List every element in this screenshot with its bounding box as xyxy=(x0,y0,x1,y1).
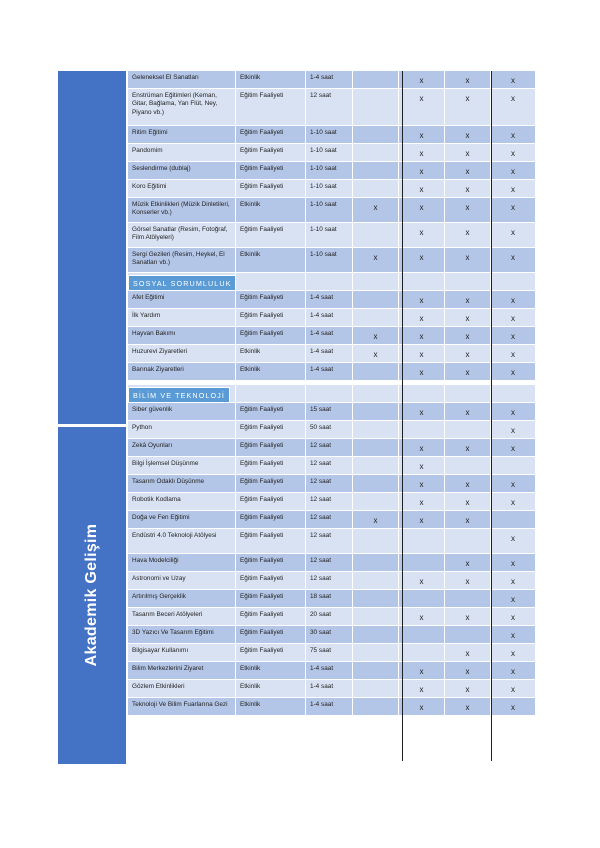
mark-cell xyxy=(353,180,399,197)
empty-cell xyxy=(353,385,399,402)
mark-cell: x xyxy=(399,126,445,143)
mark-cell: x xyxy=(399,608,445,625)
empty-cell xyxy=(353,273,399,290)
mark-cell: x xyxy=(445,644,491,661)
mark-cell: x xyxy=(445,403,491,420)
empty-cell xyxy=(236,385,306,402)
activity-type: Eğitim Faaliyeti xyxy=(236,457,306,474)
mark-cell: x xyxy=(511,534,515,543)
activity-type: Etkinlik xyxy=(236,198,306,222)
table-row xyxy=(128,590,535,608)
mark-cell: x xyxy=(511,498,515,507)
mark-cell xyxy=(353,89,399,125)
mark-cell xyxy=(353,529,399,553)
activity-type: Eğitim Faaliyeti xyxy=(236,590,306,607)
column-divider xyxy=(402,71,403,761)
mark-cell xyxy=(353,223,399,247)
activity-duration: 1-4 saat xyxy=(306,345,353,362)
activity-name: Afet Eğitimi xyxy=(128,291,236,308)
activity-duration: 1-4 saat xyxy=(306,71,353,88)
table-row xyxy=(128,626,535,644)
activity-type: Eğitim Faaliyeti xyxy=(236,644,306,661)
activity-type: Eğitim Faaliyeti xyxy=(236,608,306,625)
activity-type: Eğitim Faaliyeti xyxy=(236,511,306,528)
table-row xyxy=(128,144,535,162)
mark-cell: x xyxy=(445,475,491,492)
mark-cell xyxy=(353,439,399,456)
activity-duration: 12 saat xyxy=(306,554,353,571)
section-header: BİLİM VE TEKNOLOJİ xyxy=(128,387,230,402)
activity-duration: 12 saat xyxy=(306,511,353,528)
mark-cell: x xyxy=(445,439,491,456)
activity-type: Eğitim Faaliyeti xyxy=(236,626,306,643)
mark-cell xyxy=(353,144,399,161)
mark-cell xyxy=(353,71,399,88)
mark-cell xyxy=(353,554,399,571)
mark-cell xyxy=(445,421,491,438)
table-row xyxy=(128,439,535,457)
activity-duration: 12 saat xyxy=(306,475,353,492)
activity-type: Eğitim Faaliyeti xyxy=(236,529,306,553)
table-row xyxy=(128,180,535,198)
activity-name: Siber güvenlik xyxy=(128,403,236,420)
mark-cell: x xyxy=(511,667,515,676)
mark-cell: x xyxy=(399,680,445,697)
mark-cell: x xyxy=(399,223,445,247)
table-row xyxy=(128,680,535,698)
activity-duration: 1-4 saat xyxy=(306,309,353,326)
mark-cell: x xyxy=(399,198,445,222)
section-header: SOSYAL SORUMLULUK xyxy=(128,275,236,290)
mark-cell xyxy=(399,529,445,553)
mark-cell: x xyxy=(445,223,491,247)
activity-type: Etkinlik xyxy=(236,345,306,362)
mark-cell xyxy=(353,309,399,326)
mark-cell: x xyxy=(445,511,491,528)
activity-duration: 30 saat xyxy=(306,626,353,643)
activity-type: Eğitim Faaliyeti xyxy=(236,493,306,510)
section-header-cell xyxy=(128,385,236,402)
table-row xyxy=(128,662,535,680)
mark-cell: x xyxy=(511,350,515,359)
table-row xyxy=(128,363,535,381)
mark-cell xyxy=(399,590,445,607)
empty-cell xyxy=(399,273,445,290)
mark-cell: x xyxy=(445,180,491,197)
activity-type: Eğitim Faaliyeti xyxy=(236,291,306,308)
table-row xyxy=(128,309,535,327)
mark-cell: x xyxy=(353,345,399,362)
activity-name: Bilgi İşlemsel Düşünme xyxy=(128,457,236,474)
mark-cell: x xyxy=(445,291,491,308)
activity-name: Python xyxy=(128,421,236,438)
activity-type: Etkinlik xyxy=(236,680,306,697)
mark-cell: x xyxy=(353,327,399,344)
mark-cell: x xyxy=(445,572,491,589)
mark-cell: x xyxy=(511,685,515,694)
table-row xyxy=(128,126,535,144)
activity-name: Tasarım Odaklı Düşünme xyxy=(128,475,236,492)
table-row xyxy=(128,475,535,493)
empty-cell xyxy=(306,385,353,402)
activity-duration: 1-10 saat xyxy=(306,223,353,247)
mark-cell: x xyxy=(445,608,491,625)
activity-type: Eğitim Faaliyeti xyxy=(236,572,306,589)
activity-duration: 18 saat xyxy=(306,590,353,607)
mark-cell: x xyxy=(511,185,515,194)
activity-name: Bilim Merkezlerini Ziyaret xyxy=(128,662,236,679)
table-row xyxy=(128,248,535,273)
column-divider xyxy=(491,71,492,761)
activity-duration: 1-4 saat xyxy=(306,291,353,308)
table-row xyxy=(128,345,535,363)
mark-cell xyxy=(399,554,445,571)
mark-cell: x xyxy=(445,162,491,179)
mark-cell: x xyxy=(511,253,515,262)
mark-cell: x xyxy=(399,89,445,125)
mark-cell xyxy=(353,363,399,380)
activity-type: Eğitim Faaliyeti xyxy=(236,180,306,197)
activity-name: Koro Eğitimi xyxy=(128,180,236,197)
activity-duration: 1-4 saat xyxy=(306,662,353,679)
activity-type: Eğitim Faaliyeti xyxy=(236,439,306,456)
table-row xyxy=(128,403,535,421)
mark-cell: x xyxy=(445,248,491,272)
mark-cell: x xyxy=(511,296,515,305)
activity-type: Eğitim Faaliyeti xyxy=(236,403,306,420)
empty-cell xyxy=(491,385,535,402)
activity-name: Sergi Gezileri (Resim, Heykel, El Sanatları vb.) xyxy=(128,248,236,272)
mark-cell: x xyxy=(399,180,445,197)
mark-cell: x xyxy=(399,475,445,492)
mark-cell: x xyxy=(399,327,445,344)
activity-type: Eğitim Faaliyeti xyxy=(236,144,306,161)
mark-cell xyxy=(445,590,491,607)
activity-duration: 1-10 saat xyxy=(306,126,353,143)
mark-cell xyxy=(399,644,445,661)
activity-duration: 50 saat xyxy=(306,421,353,438)
activity-name: Teknoloji Ve Bilim Fuarlarına Gezi xyxy=(128,698,236,715)
activity-type: Eğitim Faaliyeti xyxy=(236,223,306,247)
mark-cell: x xyxy=(511,332,515,341)
activity-name: İlk Yardım xyxy=(128,309,236,326)
mark-cell: x xyxy=(511,649,515,658)
activity-name: 3D Yazıcı Ve Tasarım Eğitimi xyxy=(128,626,236,643)
activity-name: Astronomi ve Uzay xyxy=(128,572,236,589)
section-header-cell xyxy=(128,273,236,290)
activity-name: Huzurevi Ziyaretleri xyxy=(128,345,236,362)
mark-cell: x xyxy=(511,203,515,212)
mark-cell: x xyxy=(353,198,399,222)
activity-type: Etkinlik xyxy=(236,662,306,679)
mark-cell: x xyxy=(445,493,491,510)
mark-cell xyxy=(491,457,535,474)
mark-cell: x xyxy=(399,662,445,679)
mark-cell: x xyxy=(399,457,445,474)
mark-cell: x xyxy=(511,426,515,435)
mark-cell xyxy=(445,626,491,643)
table-row xyxy=(128,493,535,511)
table-row xyxy=(128,223,535,248)
mark-cell xyxy=(445,529,491,553)
activity-duration: 1-4 saat xyxy=(306,680,353,697)
activity-duration: 12 saat xyxy=(306,529,353,553)
empty-cell xyxy=(306,273,353,290)
activity-name: Artırılmış Gerçeklik xyxy=(128,590,236,607)
mark-cell: x xyxy=(511,368,515,377)
activity-type: Etkinlik xyxy=(236,248,306,272)
mark-cell: x xyxy=(511,703,515,712)
category-band-top xyxy=(58,71,126,424)
activity-duration: 1-10 saat xyxy=(306,144,353,161)
mark-cell: x xyxy=(399,572,445,589)
activity-name: Hava Modelciliği xyxy=(128,554,236,571)
activity-duration: 12 saat xyxy=(306,457,353,474)
activity-name: Hayvan Bakımı xyxy=(128,327,236,344)
activity-duration: 75 saat xyxy=(306,644,353,661)
mark-cell xyxy=(353,644,399,661)
mark-cell: x xyxy=(445,680,491,697)
activity-type: Eğitim Faaliyeti xyxy=(236,89,306,125)
activity-duration: 1-4 saat xyxy=(306,698,353,715)
mark-cell: x xyxy=(511,631,515,640)
table-row xyxy=(128,421,535,439)
mark-cell xyxy=(353,608,399,625)
activity-type: Eğitim Faaliyeti xyxy=(236,554,306,571)
mark-cell xyxy=(353,493,399,510)
activity-name: Geleneksel El Sanatları xyxy=(128,71,236,88)
mark-cell xyxy=(353,291,399,308)
mark-cell: x xyxy=(511,131,515,140)
table-row xyxy=(128,698,535,716)
mark-cell xyxy=(353,680,399,697)
activity-duration: 12 saat xyxy=(306,493,353,510)
mark-cell: x xyxy=(399,439,445,456)
mark-cell xyxy=(353,421,399,438)
activity-duration: 12 saat xyxy=(306,439,353,456)
empty-cell xyxy=(399,385,445,402)
activity-name: Endüstri 4.0 Teknoloji Atölyesi xyxy=(128,529,236,553)
mark-cell: x xyxy=(445,198,491,222)
activity-duration: 1-10 saat xyxy=(306,162,353,179)
activity-duration: 15 saat xyxy=(306,403,353,420)
mark-cell xyxy=(353,403,399,420)
section-header-row xyxy=(128,273,535,291)
activity-table xyxy=(128,71,535,716)
activity-name: Robotik Kodlama xyxy=(128,493,236,510)
table-row xyxy=(128,291,535,309)
mark-cell: x xyxy=(511,149,515,158)
mark-cell: x xyxy=(353,511,399,528)
table-row xyxy=(128,162,535,180)
category-label: Akademik Gelişim xyxy=(83,523,100,667)
mark-cell: x xyxy=(511,559,515,568)
mark-cell xyxy=(491,511,535,528)
mark-cell: x xyxy=(399,144,445,161)
mark-cell: x xyxy=(511,595,515,604)
mark-cell: x xyxy=(445,309,491,326)
mark-cell: x xyxy=(511,444,515,453)
activity-type: Eğitim Faaliyeti xyxy=(236,126,306,143)
activity-duration: 20 saat xyxy=(306,608,353,625)
activity-name: Zekâ Oyunları xyxy=(128,439,236,456)
mark-cell xyxy=(399,421,445,438)
table-row xyxy=(128,327,535,345)
mark-cell: x xyxy=(511,314,515,323)
mark-cell xyxy=(353,572,399,589)
empty-cell xyxy=(445,385,491,402)
table-row xyxy=(128,608,535,626)
mark-cell: x xyxy=(445,71,491,88)
activity-duration: 12 saat xyxy=(306,572,353,589)
activity-name: Müzik Etkinlikleri (Müzik Dinletileri, Konserler vb.) xyxy=(128,198,236,222)
mark-cell: x xyxy=(445,698,491,715)
table-row xyxy=(128,529,535,554)
mark-cell: x xyxy=(445,144,491,161)
mark-cell: x xyxy=(399,162,445,179)
activity-name: Pandomim xyxy=(128,144,236,161)
mark-cell: x xyxy=(511,613,515,622)
activity-duration: 1-4 saat xyxy=(306,327,353,344)
mark-cell xyxy=(353,475,399,492)
activity-type: Eğitim Faaliyeti xyxy=(236,327,306,344)
mark-cell: x xyxy=(445,327,491,344)
activity-type: Eğitim Faaliyeti xyxy=(236,162,306,179)
table-row xyxy=(128,457,535,475)
activity-duration: 12 saat xyxy=(306,89,353,125)
section-header-row xyxy=(128,385,535,403)
activity-duration: 1-10 saat xyxy=(306,248,353,272)
activity-name: Gözlem Etkinlikleri xyxy=(128,680,236,697)
mark-cell xyxy=(445,457,491,474)
table-row xyxy=(128,572,535,590)
table-row xyxy=(128,644,535,662)
activity-name: Tasarım Beceri Atölyeleri xyxy=(128,608,236,625)
mark-cell: x xyxy=(399,309,445,326)
activity-type: Eğitim Faaliyeti xyxy=(236,475,306,492)
empty-cell xyxy=(236,273,306,290)
mark-cell: x xyxy=(399,345,445,362)
activity-type: Etkinlik xyxy=(236,363,306,380)
activity-type: Eğitim Faaliyeti xyxy=(236,309,306,326)
mark-cell: x xyxy=(399,493,445,510)
mark-cell xyxy=(353,662,399,679)
activity-name: Enstrüman Eğitimleri (Keman, Gitar, Bağlama, Yan Flüt, Ney, Piyano vb.) xyxy=(128,89,236,125)
activity-name: Doğa ve Fen Eğitimi xyxy=(128,511,236,528)
mark-cell: x xyxy=(399,248,445,272)
table-row xyxy=(128,71,535,89)
mark-cell: x xyxy=(511,167,515,176)
activity-duration: 1-10 saat xyxy=(306,180,353,197)
mark-cell: x xyxy=(445,554,491,571)
mark-cell: x xyxy=(399,363,445,380)
activity-name: Barınak Ziyaretleri xyxy=(128,363,236,380)
mark-cell: x xyxy=(511,577,515,586)
activity-name: Seslendirme (dublaj) xyxy=(128,162,236,179)
table-row xyxy=(128,89,535,126)
table-row xyxy=(128,554,535,572)
activity-name: Bilgisayar Kullanımı xyxy=(128,644,236,661)
mark-cell: x xyxy=(445,662,491,679)
mark-cell: x xyxy=(511,408,515,417)
mark-cell: x xyxy=(445,89,491,125)
mark-cell xyxy=(399,626,445,643)
activity-duration: 1-10 saat xyxy=(306,198,353,222)
mark-cell: x xyxy=(445,126,491,143)
table-row xyxy=(128,511,535,529)
mark-cell: x xyxy=(399,511,445,528)
activity-name: Ritim Eğitimi xyxy=(128,126,236,143)
empty-cell xyxy=(445,273,491,290)
mark-cell: x xyxy=(445,363,491,380)
empty-cell xyxy=(491,273,535,290)
activity-name: Görsel Sanatlar (Resim, Fotoğraf, Film Atölyeleri) xyxy=(128,223,236,247)
mark-cell: x xyxy=(399,403,445,420)
table-row xyxy=(128,198,535,223)
mark-cell: x xyxy=(399,71,445,88)
mark-cell: x xyxy=(511,76,515,85)
mark-cell: x xyxy=(511,480,515,489)
mark-cell: x xyxy=(511,94,515,103)
activity-type: Etkinlik xyxy=(236,71,306,88)
mark-cell xyxy=(353,590,399,607)
mark-cell: x xyxy=(399,291,445,308)
mark-cell xyxy=(353,126,399,143)
mark-cell: x xyxy=(399,698,445,715)
mark-cell: x xyxy=(445,345,491,362)
activity-type: Eğitim Faaliyeti xyxy=(236,421,306,438)
mark-cell: x xyxy=(353,248,399,272)
mark-cell xyxy=(353,698,399,715)
activity-duration: 1-4 saat xyxy=(306,363,353,380)
activity-type: Etkinlik xyxy=(236,698,306,715)
mark-cell xyxy=(353,162,399,179)
mark-cell xyxy=(353,457,399,474)
mark-cell xyxy=(353,626,399,643)
mark-cell: x xyxy=(511,228,515,237)
